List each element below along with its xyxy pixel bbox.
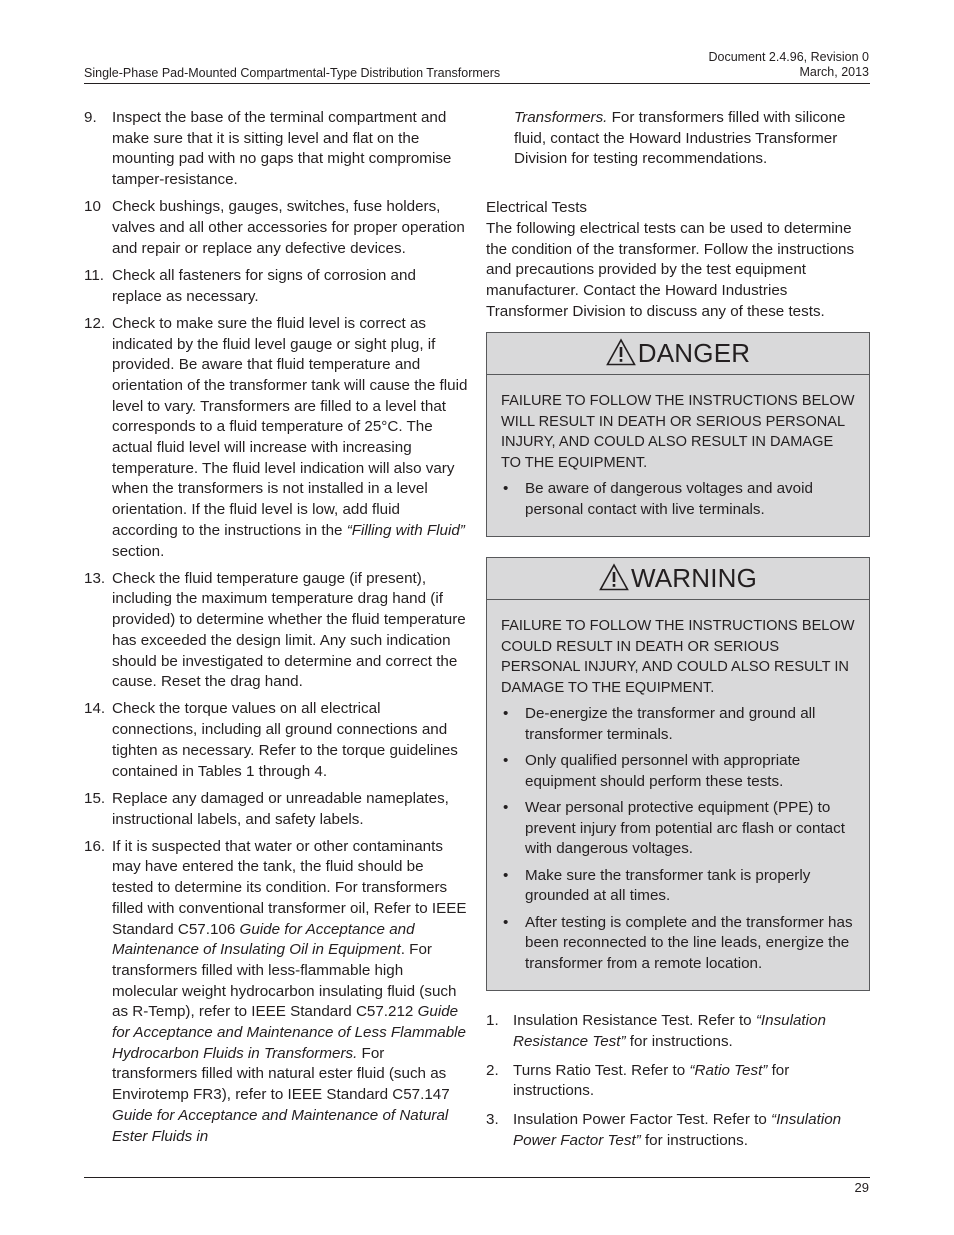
maintenance-checklist	[84, 108, 468, 830]
list-item-number: 13.	[84, 569, 106, 587]
list-item-reference: “Filling with Fluid”	[346, 521, 465, 539]
left-column	[84, 108, 468, 1154]
bullet-text: Only qualified personnel with appropriate equipment should perform these tests.	[525, 752, 801, 790]
test-list-item	[486, 1110, 870, 1151]
danger-box	[486, 332, 870, 537]
warning-box	[486, 557, 870, 991]
test-list-item	[486, 1061, 870, 1102]
bullet-icon: •	[503, 799, 509, 817]
list-item	[84, 266, 468, 307]
warning-title: WARNING	[630, 563, 758, 594]
list-item-16: 16. If it is suspected that water or other contaminants may have entered the tank, the fluid should be tested to determine its condition. For transformers filled with conventional transformer oil, Refer to IEEE Standard C57.106 Guide for Acceptance and Maintenance of Insulating Oil in Equipment. For transformers filled with less-flammable high molecular weight hydrocarbon insulating fluid (such as R-Temp), refer to IEEE Standard C57.212 Guide for Acceptance and Maintenance of Less Flammable Hydrocarbon Fluids in Transformers. For transformers filled with natural ester fluid (such as Envirotemp FR3), refer to IEEE Standard C57.147 Guide for Acceptance and Maintenance of Natural Ester Fluids in	[84, 837, 467, 1145]
bullet-icon: •	[503, 913, 509, 931]
list-item-text-after: for instructions.	[513, 1061, 790, 1100]
list-item-number: 2.	[486, 1061, 499, 1079]
warning-statement: FAILURE TO FOLLOW THE INSTRUCTIONS BELOW COULD RESULT IN DEATH OR SERIOUS PERSONAL INJURY, AND COULD ALSO RESULT IN DAMAGE TO THE EQUIPMENT.	[501, 618, 855, 696]
warning-header	[487, 558, 869, 600]
warning-bullet-list	[501, 704, 855, 974]
bullet-text: De-energize the transformer and ground all transformer terminals.	[525, 705, 816, 743]
list-item-text: Check bushings, gauges, switches, fuse holders, valves and all other accessories for proper operation and repair or replace any defective devices.	[112, 198, 465, 257]
list-item-number: 1.	[486, 1012, 499, 1030]
list-item	[84, 789, 468, 830]
list-item-reference: “Ratio Test”	[689, 1061, 768, 1079]
bullet-icon: •	[503, 705, 509, 723]
list-item-reference: “Insulation Power Factor Test”	[513, 1111, 842, 1149]
bullet-item	[501, 751, 855, 792]
bullet-icon: •	[503, 480, 509, 498]
document-date: March, 2013	[799, 65, 869, 79]
list-item-number: 16.	[84, 837, 106, 855]
bullet-text: Be aware of dangerous voltages and avoid personal contact with live terminals.	[525, 480, 813, 518]
list-item-text-after: for instructions.	[640, 1131, 748, 1149]
list-item-number: 3.	[486, 1111, 499, 1129]
footer-rule	[84, 1177, 870, 1178]
bullet-item	[501, 866, 855, 907]
list-item-16-continued: Transformers. For transformers filled with silicone fluid, contact the Howard Industries Transformer Division for testing recommendations.	[514, 109, 846, 168]
bullet-item	[501, 798, 855, 860]
danger-title: DANGER	[637, 338, 751, 369]
list-item-text: Check all fasteners for signs of corrosion and replace as necessary.	[112, 266, 416, 305]
list-item-number: 15.	[84, 789, 106, 807]
list-item-text: Replace any damaged or unreadable nameplates, instructional labels, and safety labels.	[112, 789, 449, 828]
right-column	[486, 108, 870, 1160]
list-item-text: Check the fluid temperature gauge (if present), including the maximum temperature drag hand (if provided) to determine whether the fluid temperature has exceeded the design limit. Any such indication should be investigated to determine and correct the cause. Reset the drag hand.	[112, 569, 466, 691]
list-item-number: 11.	[84, 266, 104, 284]
danger-header	[487, 333, 869, 375]
page-number: 29	[854, 1180, 869, 1195]
bullet-icon: •	[503, 866, 509, 884]
test-list-item	[486, 1011, 870, 1052]
list-item-reference: “Insulation Resistance Test”	[513, 1012, 826, 1051]
warning-triangle-icon	[606, 340, 638, 368]
bullet-icon: •	[503, 752, 509, 770]
list-item	[84, 314, 468, 562]
list-item	[84, 699, 468, 782]
list-item-number: 12.	[84, 314, 106, 332]
bullet-item	[501, 913, 855, 975]
bullet-item	[501, 479, 855, 520]
list-item-text: Insulation Power Factor Test. Refer to	[513, 1111, 772, 1129]
list-item	[84, 197, 468, 259]
list-item-text-after: section.	[112, 542, 165, 560]
list-item-text: Turns Ratio Test. Refer to	[513, 1061, 690, 1079]
document-number: Document 2.4.96, Revision 0	[708, 50, 869, 64]
electrical-tests-list	[486, 1011, 870, 1151]
bullet-text: Wear personal protective equipment (PPE) to prevent injury from potential arc flash or contact with dangerous voltages.	[525, 799, 845, 858]
bullet-text: After testing is complete and the transformer has been reconnected to the line leads, energize the transformer from a remote location.	[525, 913, 853, 972]
bullet-text: Make sure the transformer tank is properly grounded at all times.	[525, 866, 811, 905]
list-item-text: Inspect the base of the terminal compartment and make sure that it is sitting level and flat on the mounting pad with no gaps that might compromise tamper-resistance.	[112, 109, 452, 189]
section-intro: The following electrical tests can be used to determine the condition of the transformer. Follow the instructions and precautions provided by the test equipment manufacturer. Contact the Howard Industries Transformer Division to discuss any of these tests.	[486, 219, 855, 320]
list-item-text-after: for instructions.	[625, 1033, 733, 1051]
header-rule	[84, 83, 870, 84]
list-item	[84, 569, 468, 693]
section-heading: Electrical Tests	[486, 199, 588, 217]
warning-triangle-icon	[599, 565, 631, 593]
list-item-number: 10	[84, 198, 101, 216]
danger-statement: FAILURE TO FOLLOW THE INSTRUCTIONS BELOW WILL RESULT IN DEATH OR SERIOUS PERSONAL INJURY, AND COULD ALSO RESULT IN DAMAGE TO THE EQUIPMENT.	[501, 393, 855, 471]
list-item-number: 14.	[84, 700, 106, 718]
danger-bullet-list	[501, 479, 855, 520]
bullet-item	[501, 704, 855, 745]
list-item-text: Check to make sure the fluid level is correct as indicated by the fluid level gauge or sight plug, if provided. Be aware that fluid temperature and orientation of the transformer tank will cause the fluid level to vary. Transformers are filled to a level that corresponds to a fluid temperature of 25°C. The actual fluid level will increase with increasing temperature. The fluid level indication will also vary when the transformers is not installed in a level orientation. If the fluid level is low, add fluid according to the instructions in the	[112, 314, 468, 539]
list-item-number: 9.	[84, 109, 97, 126]
list-item-text: Insulation Resistance Test. Refer to	[513, 1012, 756, 1030]
header-doc-info	[708, 50, 869, 80]
list-item-text: Check the torque values on all electrical connections, including all ground connections and tighten as necessary. Refer to the torque guidelines contained in Tables 1 through 4.	[112, 700, 458, 780]
header-title: Single-Phase Pad-Mounted Compartmental-Type Distribution Transformers	[84, 66, 501, 80]
list-item	[84, 108, 468, 191]
